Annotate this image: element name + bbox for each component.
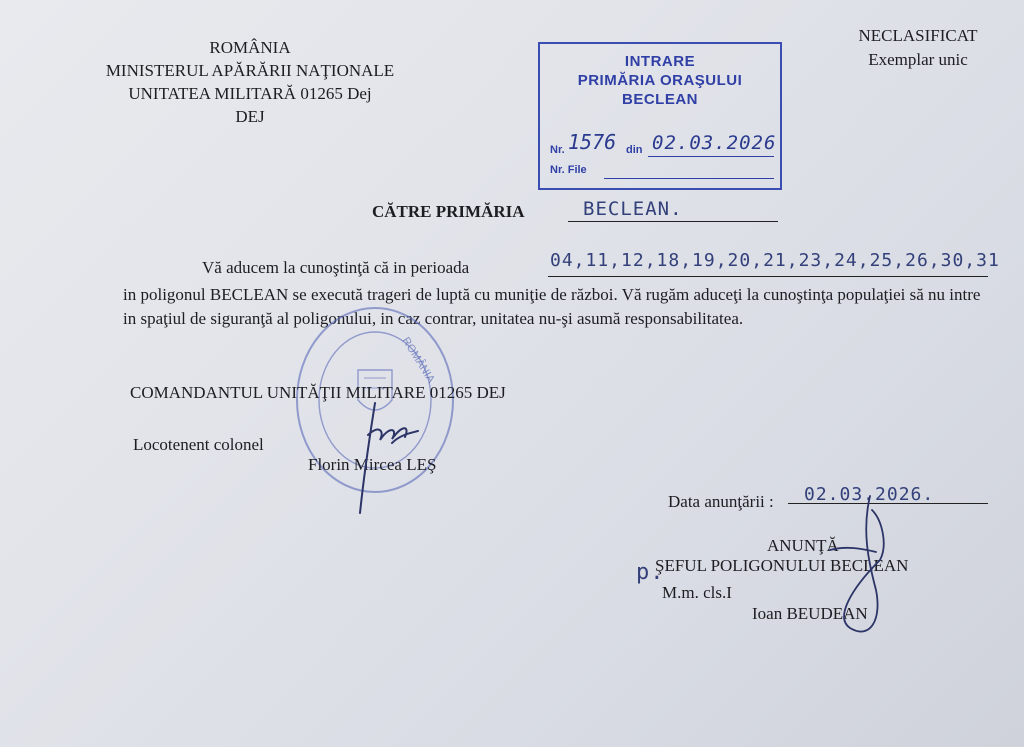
seal-text: ROMÂNIA xyxy=(399,335,437,386)
stamp-files-label: Nr. File xyxy=(550,164,587,176)
commander-name: Florin Mircea LEŞ xyxy=(308,455,437,474)
stamp-underline xyxy=(648,156,774,157)
stamp-title xyxy=(540,52,780,109)
range-chief-signature xyxy=(810,490,920,645)
commander-rank: Locotenent colonel xyxy=(133,435,264,454)
announcement-date-handwritten: 02.03.2026. xyxy=(804,484,935,505)
stamp-line-city: BECLEAN xyxy=(621,91,698,108)
addressee-underline xyxy=(568,221,778,222)
ministry-name: MINISTERUL APĂRĂRII NAŢIONALE xyxy=(105,61,395,80)
stamp-files-underline xyxy=(604,178,774,179)
country-name: ROMÂNIA xyxy=(209,38,291,57)
registration-stamp xyxy=(538,42,782,190)
body-intro: Vă aducem la cunoştinţă că in perioada xyxy=(202,258,470,277)
range-chief-name: Ioan BEUDEAN xyxy=(752,604,868,623)
stamp-nr-label: Nr. xyxy=(550,144,565,156)
announces-label: ANUNŢĂ xyxy=(767,536,839,555)
addressee-label: CĂTRE PRIMĂRIA xyxy=(372,202,525,221)
stamp-din-label: din xyxy=(626,144,643,156)
military-unit: UNITATEA MILITARĂ 01265 Dej xyxy=(128,84,372,103)
stamp-line-entry: INTRARE xyxy=(624,53,696,70)
addressee-handwritten: BECLEAN. xyxy=(583,198,683,220)
commander-signature xyxy=(330,395,440,520)
classification-label: NECLASIFICAT xyxy=(858,26,978,45)
range-chief-title: ŞEFUL POLIGONULUI BECLEAN xyxy=(655,556,909,575)
unit-city: DEJ xyxy=(235,107,265,126)
copy-count: Exemplar unic xyxy=(868,50,968,69)
per-prefix-handwritten: p. xyxy=(636,560,665,585)
period-handwritten: 04,11,12,18,19,20,21,23,24,25,26,30,31 xyxy=(550,250,1000,271)
commander-title: COMANDANTUL UNITĂŢII MILITARE 01265 DEJ xyxy=(130,383,506,402)
issuer-header xyxy=(50,36,450,128)
stamp-line-office: PRIMĂRIA ORAŞULUI xyxy=(577,72,743,89)
range-chief-rank: M.m. cls.I xyxy=(662,583,732,602)
classification-block xyxy=(838,24,998,72)
body-text: in poligonul BECLEAN se execută trageri de luptă cu muniţie de război. Vă rugăm aduceţi la cunoştinţa populaţiei să nu intre in spaţiul de siguranţă al poligonului, in caz contrar, unitatea nu-şi asumă responsabilitatea. xyxy=(123,285,981,328)
stamp-date-value: 02.03.2026 xyxy=(652,132,777,154)
period-underline xyxy=(548,276,988,277)
announcement-date-label: Data anunţării : xyxy=(668,492,774,511)
stamp-nr-value: 1576 xyxy=(568,130,617,154)
